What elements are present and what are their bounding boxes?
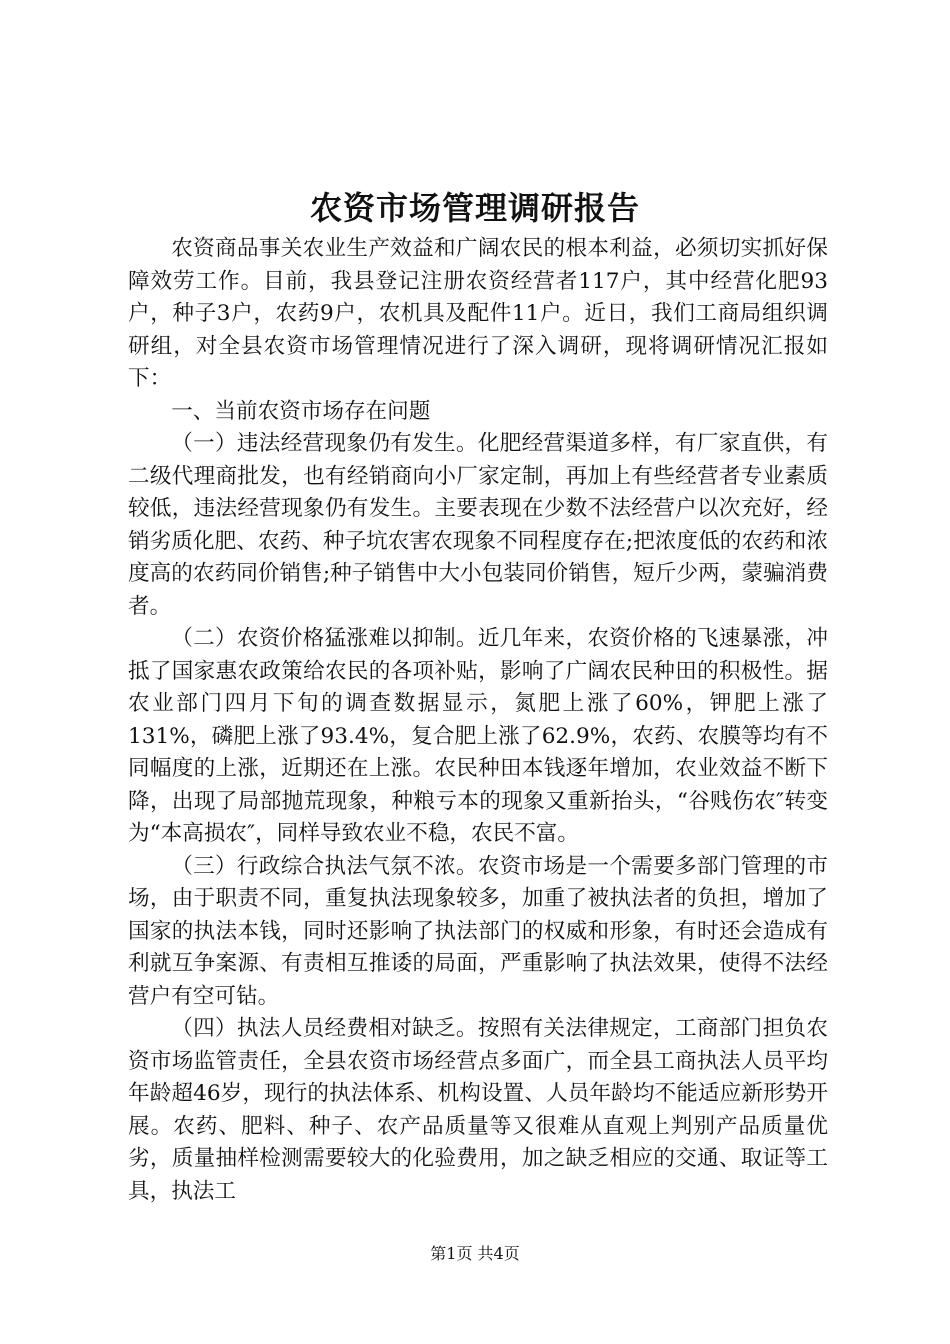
paragraph-item-3: （三）行政综合执法气氛不浓。农资市场是一个需要多部门管理的市场，由于职责不同，重复执法现象较多，加重了被执法者的负担，增加了国家的执法本钱，同时还影响了执法部门的权威和形象，有时还会造成有利就互争案源、有责相互推诿的局面，严重影响了执法效果，使得不法经营户有空可钻。 <box>128 853 828 1009</box>
document-body <box>128 233 828 1208</box>
document-title: 农资市场管理调研报告 <box>309 189 640 227</box>
paragraph-intro: 农资商品事关农业生产效益和广阔农民的根本利益，必须切实抓好保障效劳工作。目前，我县登记注册农资经营者117户，其中经营化肥93户，种子3户，农药9户，农机具及配件11户。近日，我们工商局组织调研组，对全县农资市场管理情况进行了深入调研，现将调研情况汇报如下： <box>128 236 828 391</box>
section-heading: 一、当前农资市场存在问题 <box>171 398 431 424</box>
paragraph-item-1: （一）违法经营现象仍有发生。化肥经营渠道多样，有厂家直供，有二级代理商批发，也有经销商向小厂家定制，再加上有些经营者专业素质较低，违法经营现象仍有发生。主要表现在少数不法经营户以次充好，经销劣质化肥、农药、种子坑农害农现象不同程度存在;把浓度低的农药和浓度高的农药同价销售;种子销售中大小包装同价销售，短斤少两，蒙骗消费者。 <box>128 431 828 619</box>
page-number: 第1页 共4页 <box>430 1244 520 1263</box>
paragraph-item-4: （四）执法人员经费相对缺乏。按照有关法律规定，工商部门担负农资市场监管责任，全县农资市场经营点多面广，而全县工商执法人员平均年龄超46岁，现行的执法体系、机构设置、人员年龄均不能适应新形势开展。农药、肥料、种子、农产品质量等又很难从直观上判别产品质量优劣，质量抽样检测需要较大的化验费用，加之缺乏相应的交通、取证等工具，执法工 <box>128 1016 828 1204</box>
paragraph-item-2: （二）农资价格猛涨难以抑制。近几年来，农资价格的飞速暴涨，冲抵了国家惠农政策给农民的各项补贴，影响了广阔农民种田的积极性。据农业部门四月下旬的调查数据显示，氮肥上涨了60%，钾肥上涨了131%，磷肥上涨了93.4%，复合肥上涨了62.9%，农药、农膜等均有不同幅度的上涨，近期还在上涨。农民种田本钱逐年增加，农业效益不断下降，出现了局部抛荒现象，种粮亏本的现象又重新抬头，“谷贱伤农″转变为“本高损农″，同样导致农业不稳，农民不富。 <box>128 626 828 846</box>
